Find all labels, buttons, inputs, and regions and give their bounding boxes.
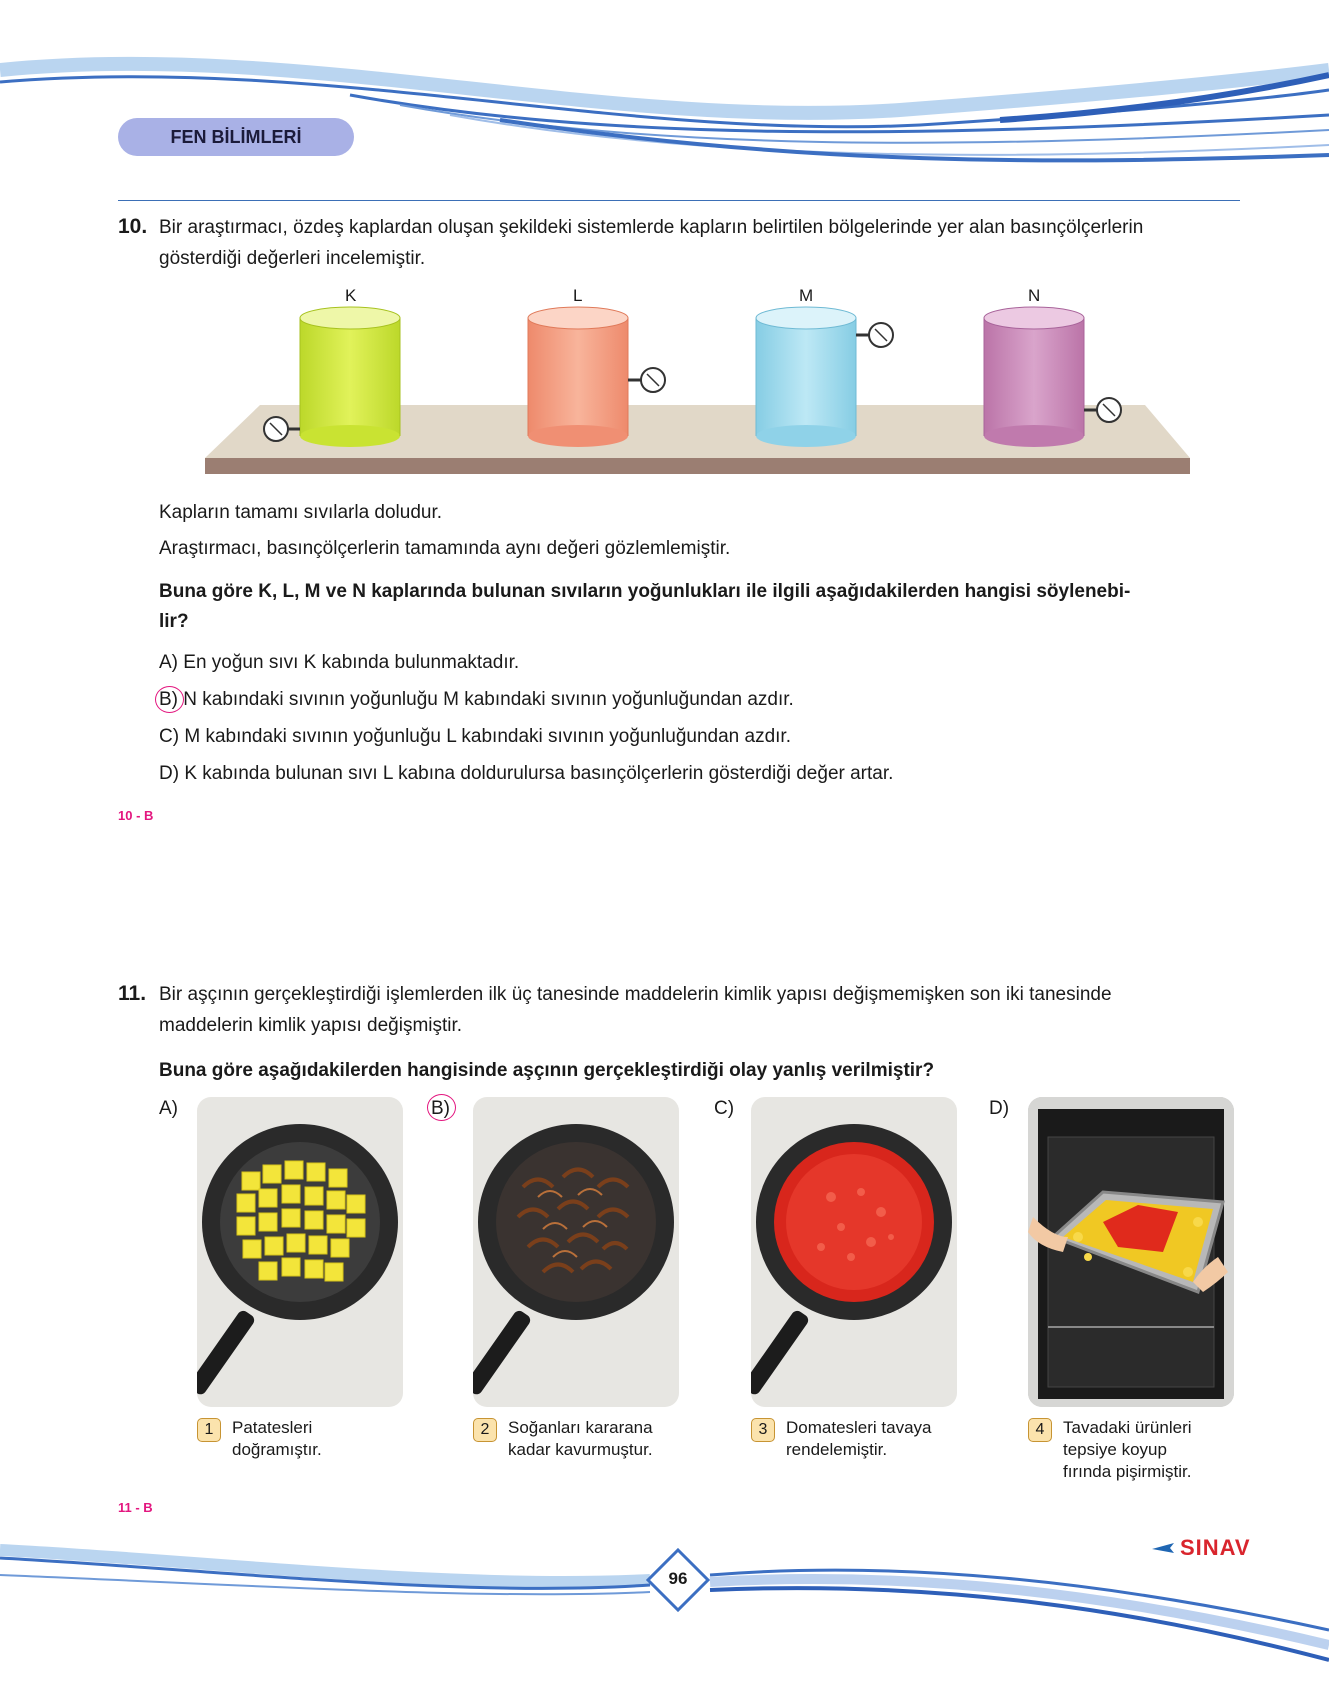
brand-name: SINAV: [1180, 1535, 1251, 1560]
q11-answer-key: 11 - B: [118, 1500, 153, 1515]
q11-answer-circle: [427, 1094, 456, 1121]
q10-number: 10.: [118, 215, 148, 238]
q11-option-a-letter[interactable]: A): [159, 1098, 178, 1119]
q10-question-line2: lir?: [159, 611, 189, 632]
container-label-L: L: [573, 286, 583, 305]
caption-line: doğramıştır.: [232, 1440, 322, 1459]
q11-option-b-image[interactable]: [473, 1097, 679, 1407]
caption-line: kadar kavurmuştur.: [508, 1440, 653, 1459]
frying-pan-potatoes-image: [197, 1097, 403, 1407]
q10-answer-key: 10 - B: [118, 808, 154, 823]
q11-caption-a: [232, 1417, 322, 1461]
option-letter: C): [159, 726, 180, 747]
q11-caption-d-number: 4: [1028, 1418, 1052, 1442]
option-text: M kabındaki sıvının yoğunluğu L kabındaki sıvının yoğunluğundan azdır.: [184, 726, 791, 747]
q10-text-line2: gösterdiği değerleri incelemiştir.: [159, 248, 426, 269]
q11-caption-a-number: 1: [197, 1418, 221, 1442]
q10-answer-circle: [155, 686, 184, 713]
frying-pan-onions-image: [473, 1097, 679, 1407]
q10-info1: Kapların tamamı sıvılarla doludur.: [159, 502, 443, 523]
q10-option-a[interactable]: [159, 652, 519, 674]
q11-option-a-image[interactable]: [197, 1097, 403, 1407]
caption-line: Soğanları kararana: [508, 1418, 653, 1437]
option-letter: B): [159, 689, 178, 710]
q11-caption-d: [1063, 1417, 1192, 1483]
q10-figure: [200, 280, 1200, 480]
q10-option-b[interactable]: [159, 689, 794, 711]
q11-number: 11.: [118, 982, 147, 1005]
container-label-K: K: [345, 286, 357, 305]
caption-line: rendelemiştir.: [786, 1440, 888, 1459]
q11-caption-b-number: 2: [473, 1418, 497, 1442]
caption-line: fırında pişirmiştir.: [1063, 1462, 1192, 1481]
option-letter: A): [159, 652, 178, 673]
header-rule: [118, 200, 1240, 201]
container-label-M: M: [799, 286, 814, 305]
option-text: K kabında bulunan sıvı L kabına doldurulursa basınçölçerlerin gösterdiği değer artar.: [184, 763, 894, 784]
container-label-N: N: [1028, 286, 1041, 305]
page-number: 96: [668, 1569, 688, 1588]
caption-line: Patatesleri: [232, 1418, 313, 1437]
q11-text-line1: Bir aşçının gerçekleştirdiği işlemlerden ilk üç tanesinde maddelerin kimlik yapısı değişmemişken son iki tanesinde: [159, 984, 1112, 1005]
oven-tray-image: [1028, 1097, 1234, 1407]
q11-text-line2: maddelerin kimlik yapısı değişmiştir.: [159, 1015, 463, 1036]
q11-option-d-letter[interactable]: D): [989, 1098, 1010, 1119]
q10-info2: Araştırmacı, basınçölçerlerin tamamında aynı değeri gözlemlemiştir.: [159, 538, 731, 559]
caption-line: Tavadaki ürünleri: [1063, 1418, 1192, 1437]
option-text: N kabındaki sıvının yoğunluğu M kabındaki sıvının yoğunluğundan azdır.: [183, 689, 794, 710]
q11-option-d-image[interactable]: [1028, 1097, 1234, 1407]
shelf-front: [205, 458, 1190, 474]
sinav-logo: [1150, 1535, 1251, 1561]
airplane-icon: [1150, 1539, 1176, 1557]
q11-option-c-image[interactable]: [751, 1097, 957, 1407]
q10-text-line1: Bir araştırmacı, özdeş kaplardan oluşan şekildeki sistemlerde kapların belirtilen bölgelerinde yer alan basınçölçerlerin: [159, 217, 1144, 238]
q11-option-b-letter[interactable]: B): [431, 1098, 450, 1119]
option-letter: D): [159, 763, 180, 784]
container-K: [264, 307, 400, 447]
q11-option-c-letter[interactable]: C): [714, 1098, 735, 1119]
frying-pan-tomatoes-image: [751, 1097, 957, 1407]
option-text: En yoğun sıvı K kabında bulunmaktadır.: [183, 652, 520, 673]
caption-line: tepsiye koyup: [1063, 1440, 1167, 1459]
q10-question-line1: Buna göre K, L, M ve N kaplarında bulunan sıvıların yoğunlukları ile ilgili aşağıdakilerden hangisi söylenebi-: [159, 581, 1131, 602]
q11-caption-c: [786, 1417, 932, 1461]
q10-option-d[interactable]: [159, 763, 893, 785]
q11-caption-b: [508, 1417, 653, 1461]
subject-label: FEN BİLİMLERİ: [118, 118, 354, 156]
q11-caption-c-number: 3: [751, 1418, 775, 1442]
q10-option-c[interactable]: [159, 726, 791, 748]
q11-question: Buna göre aşağıdakilerden hangisinde aşçının gerçekleştirdiği olay yanlış verilmiştir?: [159, 1060, 935, 1081]
caption-line: Domatesleri tavaya: [786, 1418, 932, 1437]
